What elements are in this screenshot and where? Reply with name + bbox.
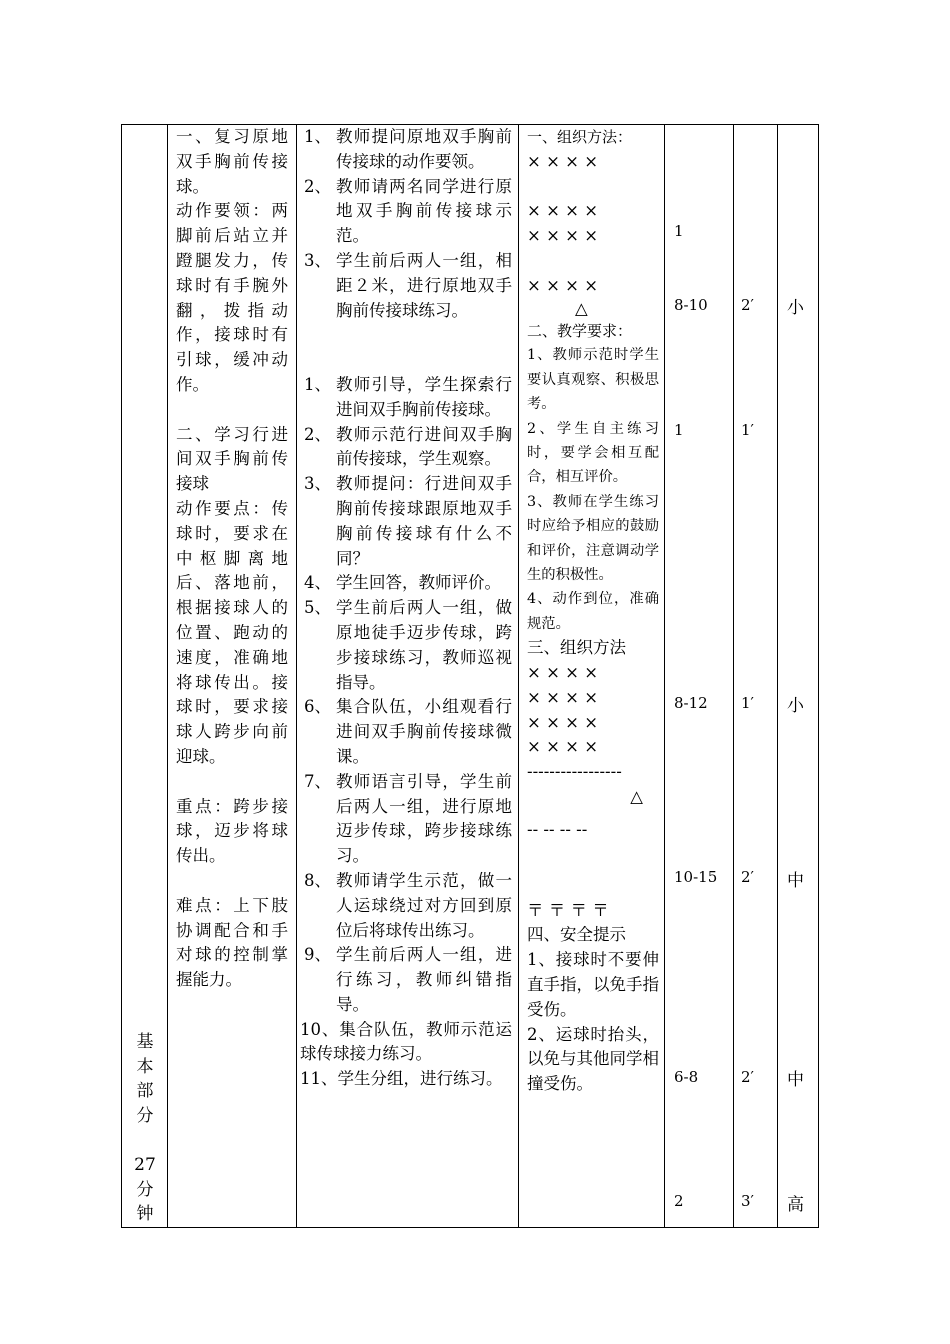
time-value: 2′ — [741, 1068, 754, 1086]
column-divider — [733, 125, 734, 1227]
list-item: 2、 教师请两名同学进行原地双手胸前传接球示范。 — [304, 176, 512, 246]
list-item: 5、 学生前后两人一组，做原地徒手迈步传球，跨步接球练习，教师巡视指导。 — [304, 598, 512, 692]
count-value: 1 — [674, 222, 684, 240]
count-value: 2 — [674, 1192, 684, 1210]
list-item: 9、 学生前后两人一组，进行练习，教师纠错指导。 — [304, 945, 512, 1014]
organization-column — [527, 125, 659, 1097]
org-requirements-heading: 二、教学要求： — [527, 321, 633, 340]
list-item: 4、 学生回答，教师评价。 — [304, 573, 501, 593]
list-item: 3、 学生前后两人一组，相距２米，进行原地双手胸前传接球练习。 — [304, 250, 512, 320]
cone-markers-icon: 〒 〒 〒 〒 — [527, 900, 609, 920]
section-label: 基 本 部 分 27 分 钟 — [122, 1030, 168, 1227]
safety-item: 2、运球时抬头，以免与其他同学相撞受伤。 — [527, 1024, 659, 1094]
requirement-item: 4、动作到位，准确规范。 — [527, 591, 659, 632]
count-value: 1 — [674, 421, 684, 439]
time-value: 3′ — [741, 1192, 754, 1210]
count-value: 8-12 — [674, 694, 708, 712]
requirement-item: 1、教师示范时学生要认真观察、积极思考。 — [527, 347, 659, 413]
content-new-title: 二、学习行进间双手胸前传接球 — [176, 424, 288, 494]
org-method-heading: 一、组织方法： — [527, 128, 633, 146]
intensity-level: 中 — [787, 1070, 804, 1090]
content-review-key: 动作要领：两脚前后站立并蹬腿发力，传球时有手腕外翻，拨指动作，接球时有引球，缓冲动作。 — [176, 201, 288, 394]
intensity-level: 高 — [787, 1195, 804, 1215]
safety-item: 1、接球时不要伸直手指，以免手指受伤。 — [527, 950, 659, 1019]
boundary-line: ----------------- — [527, 762, 622, 782]
list-item: 7、 教师语言引导，学生前后两人一组，进行原地迈步传球，跨步接球练习。 — [304, 771, 512, 866]
time-value: 2′ — [741, 868, 754, 886]
content-column — [176, 125, 288, 993]
formation-row: × × × × — [527, 151, 599, 171]
content-difficulty: 难点：上下肢协调配合和手对球的控制掌握能力。 — [176, 895, 288, 990]
safety-heading: 四、安全提示 — [527, 925, 626, 945]
list-item: 1、 教师引导，学生探索行进间双手胸前传接球。 — [304, 374, 512, 419]
time-value: 2′ — [741, 296, 754, 314]
org-method2-heading: 三、组织方法 — [527, 638, 626, 658]
teacher-marker-icon: △ — [575, 298, 588, 318]
lesson-table — [121, 124, 819, 1228]
column-divider — [664, 125, 665, 1227]
content-review-title: 一、复习原地双手胸前传接球。 — [176, 127, 288, 196]
list-item: 10、集合队伍，教师示范运球传球接力练习。 — [300, 1019, 513, 1064]
requirement-item: 2、学生自主练习时，要学会相互配合，相互评价。 — [527, 420, 659, 486]
formation-row: × × × × — [527, 712, 599, 732]
count-value: 10-15 — [674, 868, 718, 886]
formation-row: × × × × — [527, 226, 599, 246]
time-value: 1′ — [741, 694, 754, 712]
intensity-level: 小 — [787, 696, 804, 716]
list-item: 8、 教师请学生示范，做一人运球绕过对方回到原位后将球传出练习。 — [304, 870, 512, 940]
steps-column — [300, 125, 513, 1092]
count-value: 8-10 — [674, 296, 708, 314]
formation-row: × × × × — [527, 275, 599, 295]
formation-row: × × × × — [527, 687, 599, 707]
column-divider — [518, 125, 519, 1227]
boundary-dashes: -- -- -- -- — [527, 819, 588, 839]
steps-new-list — [304, 373, 512, 1018]
list-item: 1、 教师提问原地双手胸前传接球的动作要领。 — [304, 127, 512, 171]
list-item: 11、学生分组，进行练习。 — [300, 1069, 503, 1089]
column-divider — [777, 125, 778, 1227]
formation-row: × × × × — [527, 737, 599, 757]
teacher-marker-icon: △ — [630, 787, 643, 807]
section-minutes: 27 — [134, 1154, 156, 1175]
intensity-level: 小 — [787, 298, 804, 318]
count-value: 6-8 — [674, 1068, 699, 1086]
requirement-item: 3、教师在学生练习时应给予相应的鼓励和评价，注意调动学生的积极性。 — [527, 493, 659, 584]
formation-row: × × × × — [527, 201, 599, 221]
content-focus: 重点：跨步接球，迈步将球传出。 — [176, 796, 288, 866]
list-item: 3、 教师提问：行进间双手胸前传接球跟原地双手胸前传接球有什么不同？ — [304, 474, 512, 568]
time-value: 1′ — [741, 421, 754, 439]
steps-review-list — [304, 125, 512, 323]
intensity-level: 中 — [787, 871, 804, 891]
formation-row: × × × × — [527, 663, 599, 683]
column-divider — [296, 125, 297, 1227]
list-item: 2、 教师示范行进间双手胸前传接球，学生观察。 — [304, 424, 512, 469]
content-new-key: 动作要点：传球时，要求在中枢脚离地后、落地前，根据接球人的位置、跑动的速度，准确地将球传出。接球时，要求接球人跨步向前迎球。 — [176, 498, 288, 766]
list-item: 6、 集合队伍，小组观看行进间双手胸前传接球微课。 — [304, 697, 512, 766]
